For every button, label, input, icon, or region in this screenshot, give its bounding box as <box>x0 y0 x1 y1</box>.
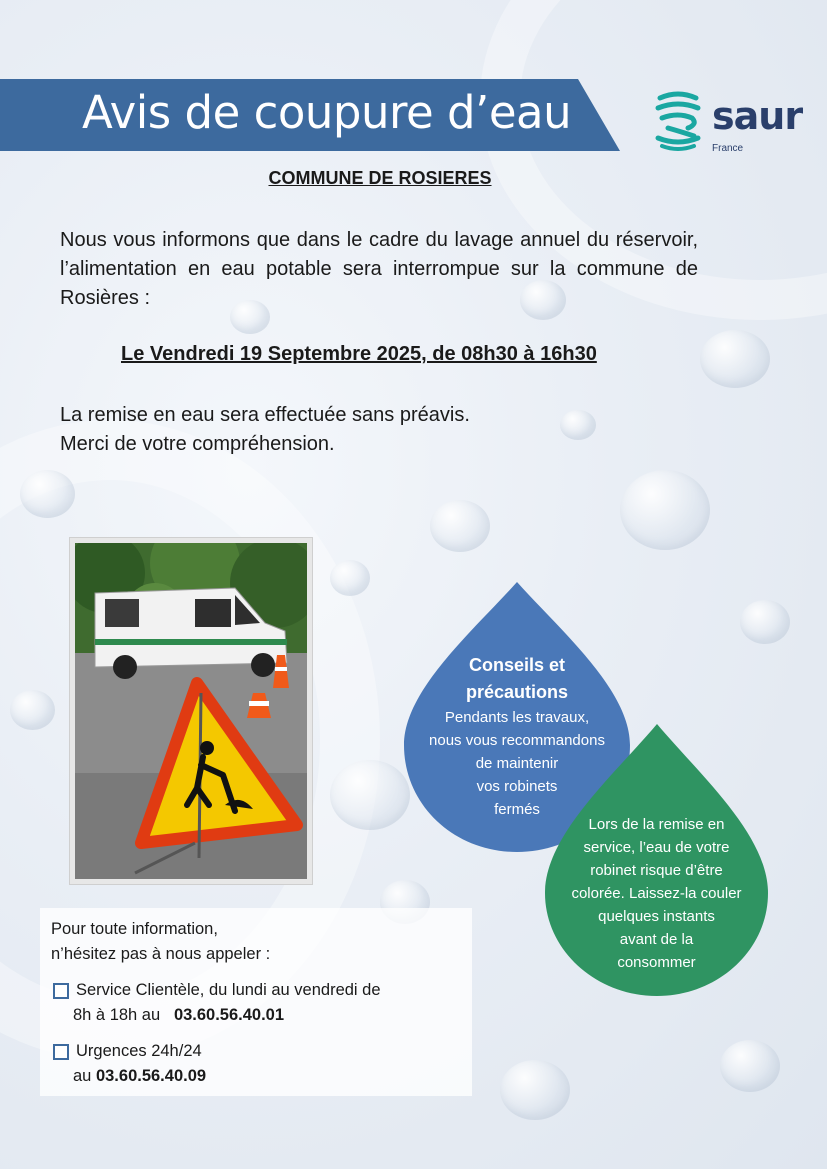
intro-paragraph: Nous vous informons que dans le cadre du lavage annuel du réservoir, l’alimentation en eau potable sera interrompue sur la commune de Rosières : <box>60 229 698 309</box>
warning-line: quelques instants <box>598 908 715 925</box>
warning-line: colorée. Laissez-la couler <box>571 885 742 902</box>
logo-wordmark: saur <box>712 94 803 138</box>
warning-line: robinet risque d’être <box>590 862 723 879</box>
thanks-line: Merci de votre compréhension. <box>60 433 335 455</box>
restoration-notice: La remise en eau sera effectuée sans préavis. <box>60 404 470 426</box>
contact-intro-line2: n’hésitez pas à nous appeler : <box>51 945 271 963</box>
green-drop-text <box>545 813 768 974</box>
outage-date: Le Vendredi 19 Septembre 2025, de 08h30 à 16h30 <box>121 343 597 365</box>
service-client-line: Service Clientèle, du lundi au vendredi de <box>76 981 381 999</box>
service-hours-label: 8h à 18h au <box>73 1006 161 1024</box>
advice-line: fermés <box>494 801 540 818</box>
service-phone[interactable]: 03.60.56.40.01 <box>173 1006 285 1024</box>
page-title: Avis de coupure d’eau <box>82 86 572 139</box>
urgences-phone[interactable]: 03.60.56.40.09 <box>95 1067 207 1085</box>
logo-country: France <box>712 143 744 154</box>
urgences-prefix: au <box>73 1067 92 1085</box>
advice-line: Pendants les travaux, <box>444 709 590 726</box>
advice-line: nous vous recommandons <box>429 732 605 749</box>
contact-intro-line1: Pour toute information, <box>51 920 218 938</box>
advice-title-line1: Conseils et <box>468 655 566 675</box>
urgences-label: Urgences 24h/24 <box>76 1042 202 1060</box>
commune-heading: COMMUNE DE ROSIERES <box>268 168 492 188</box>
warning-line: consommer <box>617 954 696 971</box>
warning-line: service, l’eau de votre <box>583 839 730 856</box>
advice-line: vos robinets <box>476 778 558 795</box>
blue-drop-text <box>404 652 630 821</box>
warning-line: avant de la <box>619 931 694 948</box>
advice-title-line2: précautions <box>465 682 569 702</box>
warning-line: Lors de la remise en <box>588 816 725 833</box>
advice-line: de maintenir <box>475 755 559 772</box>
